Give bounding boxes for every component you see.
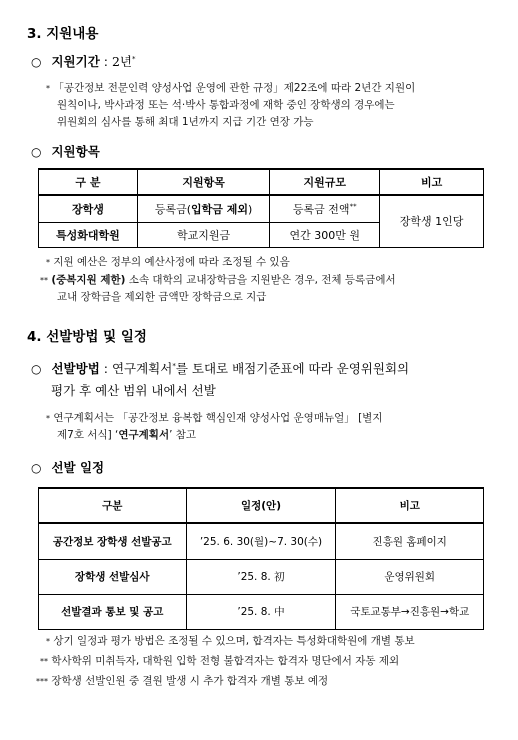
table-header: 비고: [380, 169, 484, 195]
table-cell-remark: 장학생 1인당: [380, 195, 484, 247]
table-cell-category: 공간정보 장학생 선발공고: [39, 523, 187, 559]
support-items-line: [31, 142, 100, 160]
section-4-title: 4. 선발방법 및 일정: [27, 329, 147, 345]
table-note-2: ** (중복지원 제한) 소속 대학의 교내장학금을 지원받은 경우, 전체 등록금에서 교내 장학금을 제외한 금액만 장학금으로 지급: [40, 274, 396, 303]
table-cell-item: 등록금(입학금 제외): [137, 195, 269, 222]
table-header: 구분: [39, 488, 187, 523]
table-cell-scale: 등록금 전액**: [270, 195, 380, 222]
note-mark: *: [46, 84, 50, 93]
table-header: 지원규모: [270, 169, 380, 195]
table-cell-item: 학교지원금: [137, 222, 269, 247]
schedule-label: 선발 일정: [51, 460, 105, 475]
support-period-value: 2년: [111, 54, 132, 69]
table-cell-remark: 운영위원회: [336, 559, 484, 594]
circle-bullet-icon: ○: [31, 362, 42, 377]
schedule-table: [38, 487, 484, 630]
support-period-line: [31, 52, 135, 70]
circle-bullet-icon: ○: [31, 461, 42, 475]
table-cell-category: 선발결과 통보 및 공고: [39, 594, 187, 629]
support-items-table: [38, 168, 484, 248]
table-cell-date: ’25. 8. 初: [186, 559, 336, 594]
support-period-sep: :: [99, 54, 112, 69]
table-cell-category: 특성화대학원: [39, 222, 138, 247]
method-note: * 연구계획서는 「공간정보 융복합 핵심인재 양성사업 운영매뉴얼」 [별지 제7호 서식] ‘연구계획서’ 참고: [46, 412, 383, 441]
selection-method: ○ 선발방법 : 연구계획서*를 토대로 배점기준표에 따라 운영위원회의 평가 후 예산 범위 내에서 선발: [31, 361, 410, 399]
period-note-line2: 원칙이나, 박사과정 또는 석·박사 통합과정에 재학 중인 장학생의 경우에는: [57, 99, 395, 111]
schedule-note-3: *** 장학생 선발인원 중 결원 발생 시 추가 합격자 개별 통보 예정: [36, 675, 329, 687]
circle-bullet-icon: ○: [31, 145, 42, 159]
table-header: 비고: [336, 488, 484, 523]
section-3-title: 3. 지원내용: [27, 26, 99, 42]
support-items-label: 지원항목: [51, 144, 100, 159]
table-cell-date: ’25. 6. 30(월)~7. 30(수): [186, 523, 336, 559]
table-cell-remark: 국토교통부→진흥원→학교: [336, 594, 484, 629]
schedule-line: [31, 458, 104, 476]
support-period-note: [46, 80, 415, 131]
table-notes: * 지원 예산은 정부의 예산사정에 따라 조정될 수 있음: [46, 256, 290, 268]
table-cell-category: 장학생 선발심사: [39, 559, 187, 594]
table-cell-remark: 진흥원 홈페이지: [336, 523, 484, 559]
table-cell-category: 장학생: [39, 195, 138, 222]
period-note-line3: 위원회의 심사를 통해 최대 1년까지 지급 기간 연장 가능: [57, 116, 314, 128]
table-cell-scale: 연간 300만 원: [270, 222, 380, 247]
table-cell-date: ’25. 8. 中: [186, 594, 336, 629]
period-note-line1: 「공간정보 전문인력 양성사업 운영에 관한 규정」제22조에 따라 2년간 지원이: [53, 82, 416, 94]
table-note-1: 지원 예산은 정부의 예산사정에 따라 조정될 수 있음: [53, 256, 290, 268]
table-header: 지원항목: [137, 169, 269, 195]
schedule-note-2: ** 학사학위 미취득자, 대학원 입학 전형 불합격자는 합격자 명단에서 자동 제외: [40, 655, 400, 667]
schedule-note-1: * 상기 일정과 평가 방법은 조정될 수 있으며, 합격자는 특성화대학원에 개별 통보: [46, 635, 415, 647]
support-period-mark: *: [131, 54, 136, 63]
selection-method-label: 선발방법: [51, 361, 100, 377]
table-header: 일정(안): [186, 488, 336, 523]
table-header: 구 분: [39, 169, 138, 195]
circle-bullet-icon: ○: [31, 55, 42, 69]
support-period-label: 지원기간: [51, 54, 100, 69]
